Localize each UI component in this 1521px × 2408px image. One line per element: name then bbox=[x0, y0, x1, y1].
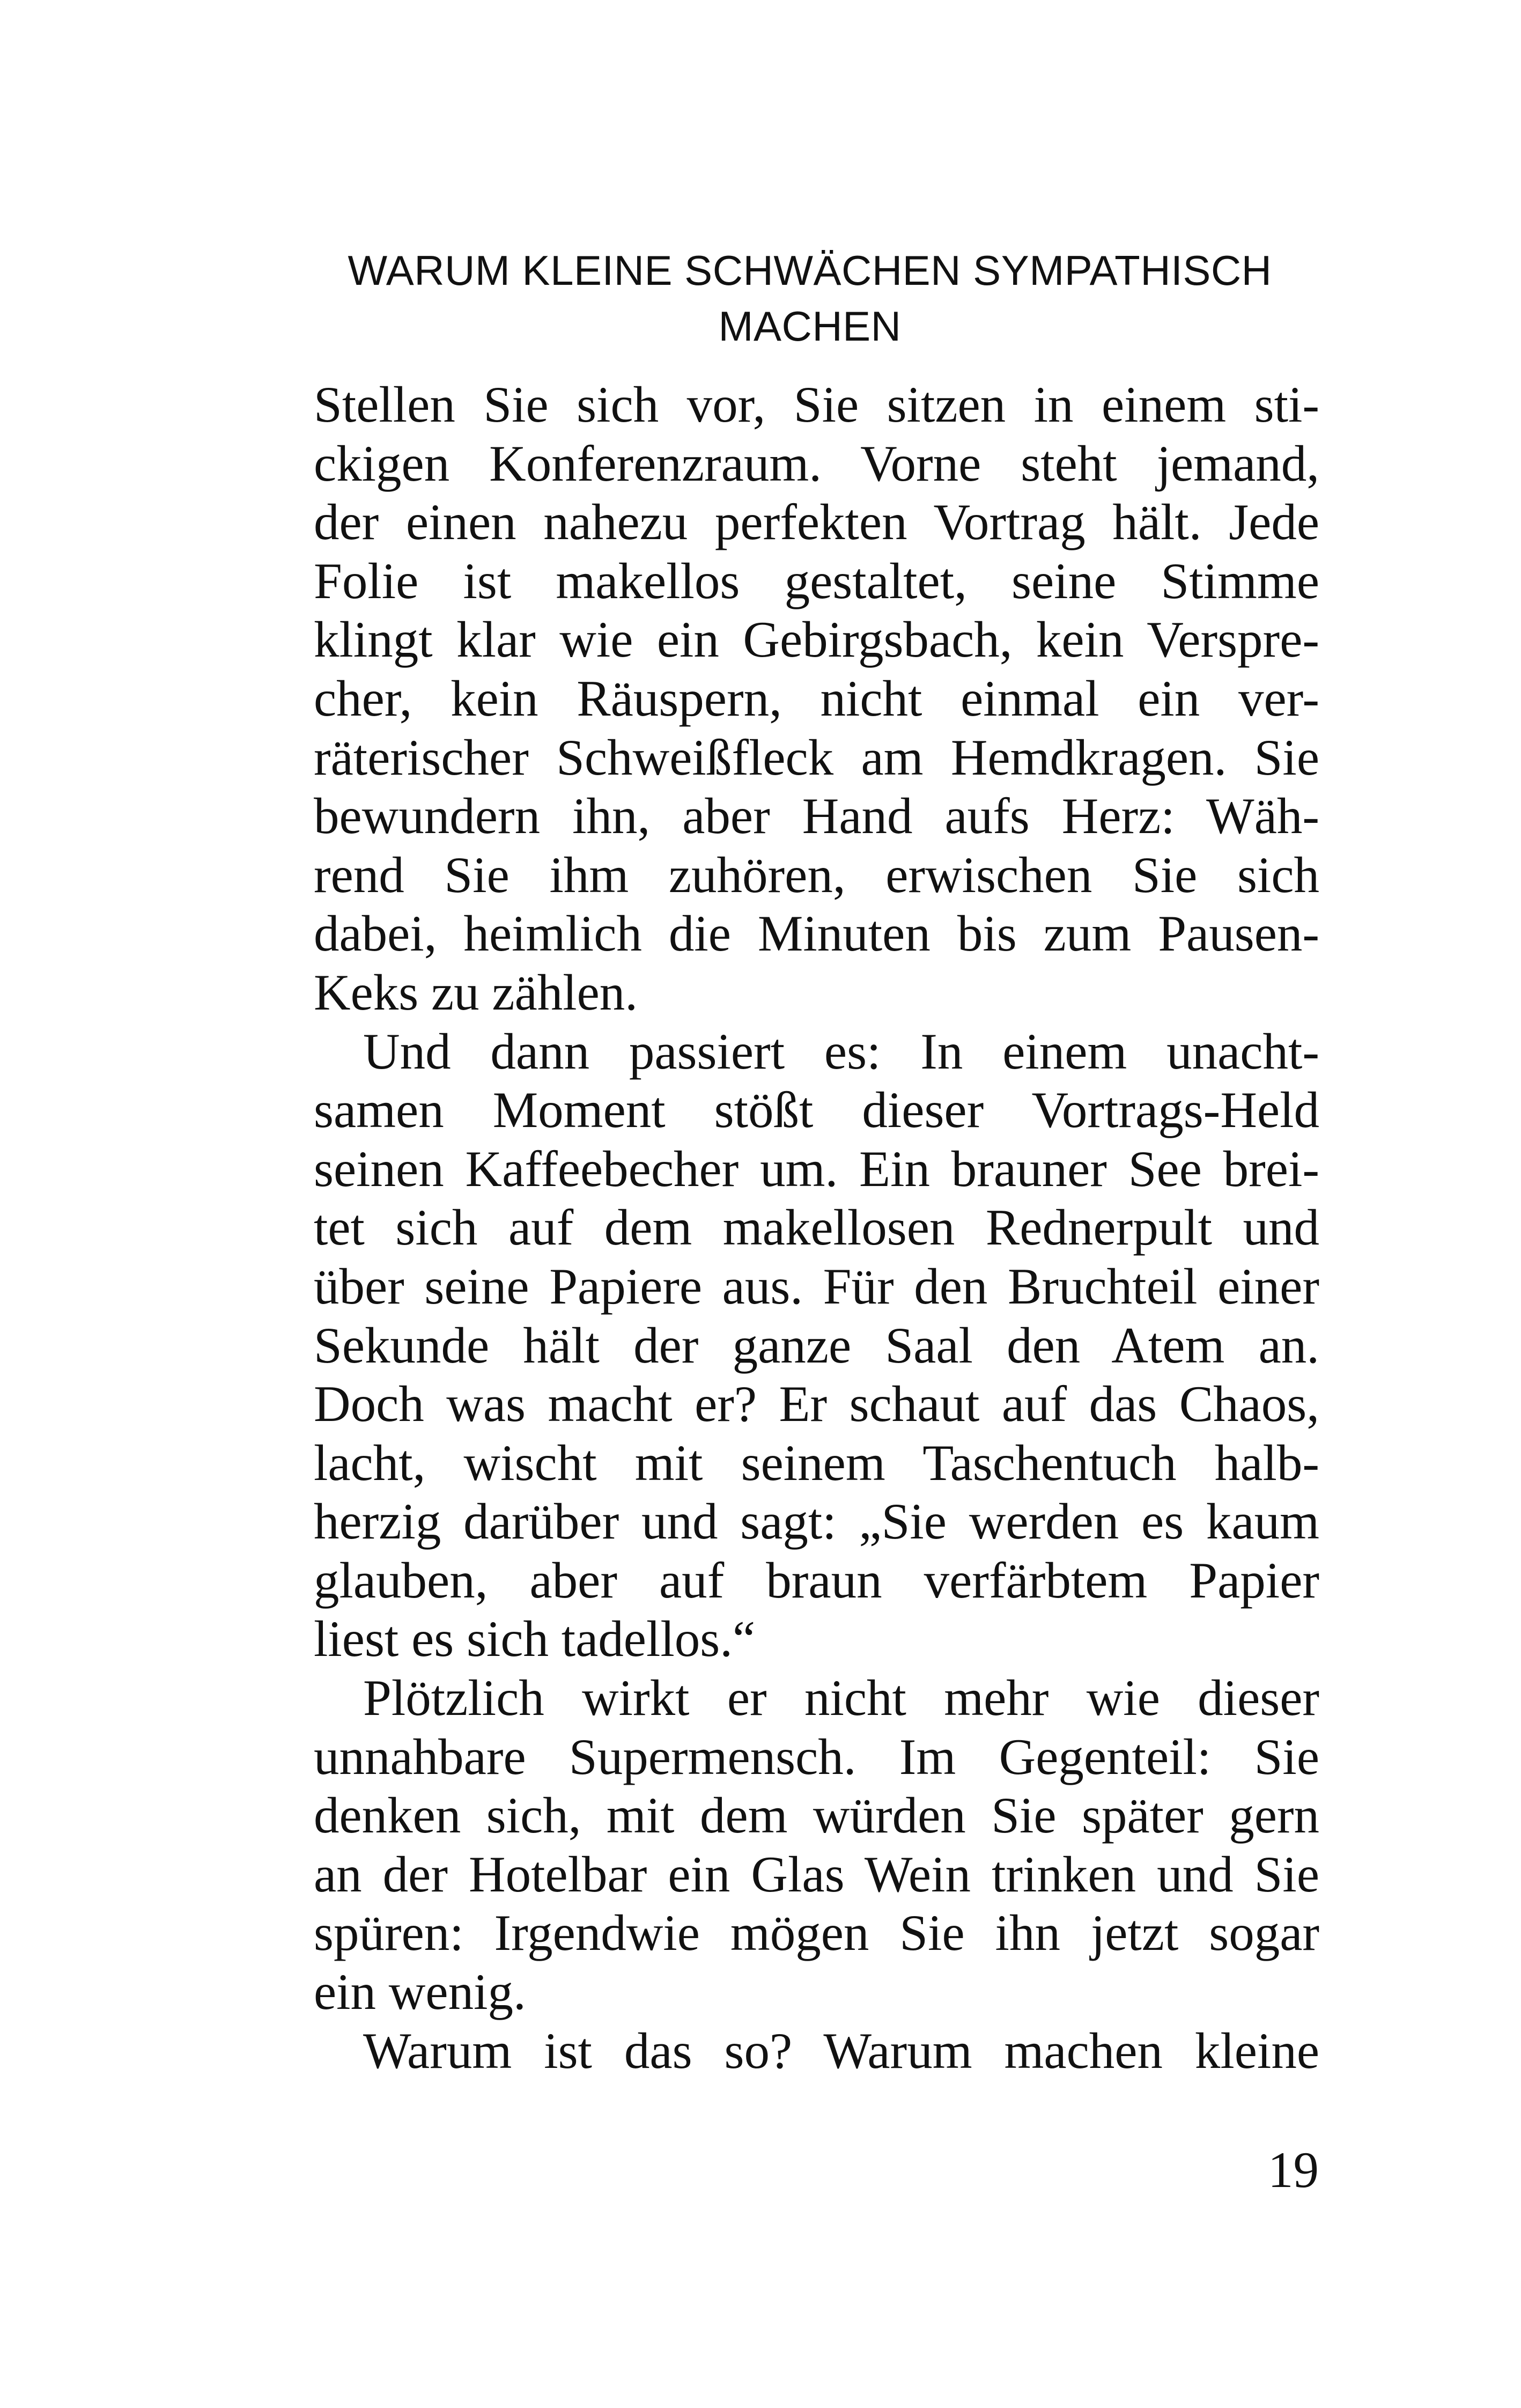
text-line: Plötzlich wirkt er nicht mehr wie dieser bbox=[363, 1669, 1319, 1727]
text-line: Stellen Sie sich vor, Sie sitzen in einem sti- bbox=[314, 376, 1319, 433]
text-line: Warum ist das so? Warum machen kleine bbox=[363, 2022, 1319, 2079]
text-line: an der Hotelbar ein Glas Wein trinken und Sie bbox=[314, 1845, 1319, 1903]
text-line: ckigen Konferenzraum. Vorne steht jemand, bbox=[314, 435, 1319, 492]
text-line: Doch was macht er? Er schaut auf das Chaos, bbox=[314, 1375, 1319, 1433]
text-line: der einen nahezu perfekten Vortrag hält. Jede bbox=[314, 494, 1319, 551]
text-line: räterischer Schweißfleck am Hemdkragen. Sie bbox=[314, 728, 1319, 786]
chapter-title-line-1: WARUM KLEINE SCHWÄCHEN SYMPATHISCH bbox=[348, 247, 1272, 294]
text-line: klingt klar wie ein Gebirgsbach, kein Verspre- bbox=[314, 611, 1319, 668]
text-line: glauben, aber auf braun verfärbtem Papier bbox=[314, 1551, 1319, 1609]
text-line: unnahbare Supermensch. Im Gegenteil: Sie bbox=[314, 1728, 1319, 1785]
text-line: herzig darüber und sagt: „Sie werden es kaum bbox=[314, 1493, 1319, 1550]
text-line: Folie ist makellos gestaltet, seine Stimme bbox=[314, 552, 1319, 609]
text-line: samen Moment stößt dieser Vortrags-Held bbox=[314, 1081, 1319, 1139]
text-line: lacht, wischt mit seinem Taschentuch halb- bbox=[314, 1434, 1319, 1491]
text-line: Und dann passiert es: In einem unacht- bbox=[363, 1022, 1319, 1080]
text-line: Keks zu zählen. bbox=[314, 963, 638, 1021]
text-line: denken sich, mit dem würden Sie später gern bbox=[314, 1787, 1319, 1844]
text-line: bewundern ihn, aber Hand aufs Herz: Wäh- bbox=[314, 787, 1319, 845]
body-text bbox=[314, 375, 1319, 2080]
text-line: spüren: Irgendwie mögen Sie ihn jetzt sogar bbox=[314, 1904, 1319, 1962]
text-line: seinen Kaffeebecher um. Ein brauner See brei- bbox=[314, 1140, 1319, 1197]
text-line: tet sich auf dem makellosen Rednerpult und bbox=[314, 1199, 1319, 1256]
chapter-title-line-2: MACHEN bbox=[718, 303, 902, 350]
text-line: cher, kein Räuspern, nicht einmal ein ver- bbox=[314, 669, 1319, 727]
chapter-title bbox=[300, 242, 1319, 354]
text-line: dabei, heimlich die Minuten bis zum Pausen- bbox=[314, 905, 1319, 962]
text-line: Sekunde hält der ganze Saal den Atem an. bbox=[314, 1316, 1319, 1374]
text-line: rend Sie ihm zuhören, erwischen Sie sich bbox=[314, 846, 1319, 903]
text-line: über seine Papiere aus. Für den Bruchteil einer bbox=[314, 1257, 1319, 1315]
text-line: ein wenig. bbox=[314, 1963, 526, 2021]
text-line: liest es sich tadellos.“ bbox=[314, 1610, 756, 1668]
page-number: 19 bbox=[1268, 2141, 1319, 2198]
